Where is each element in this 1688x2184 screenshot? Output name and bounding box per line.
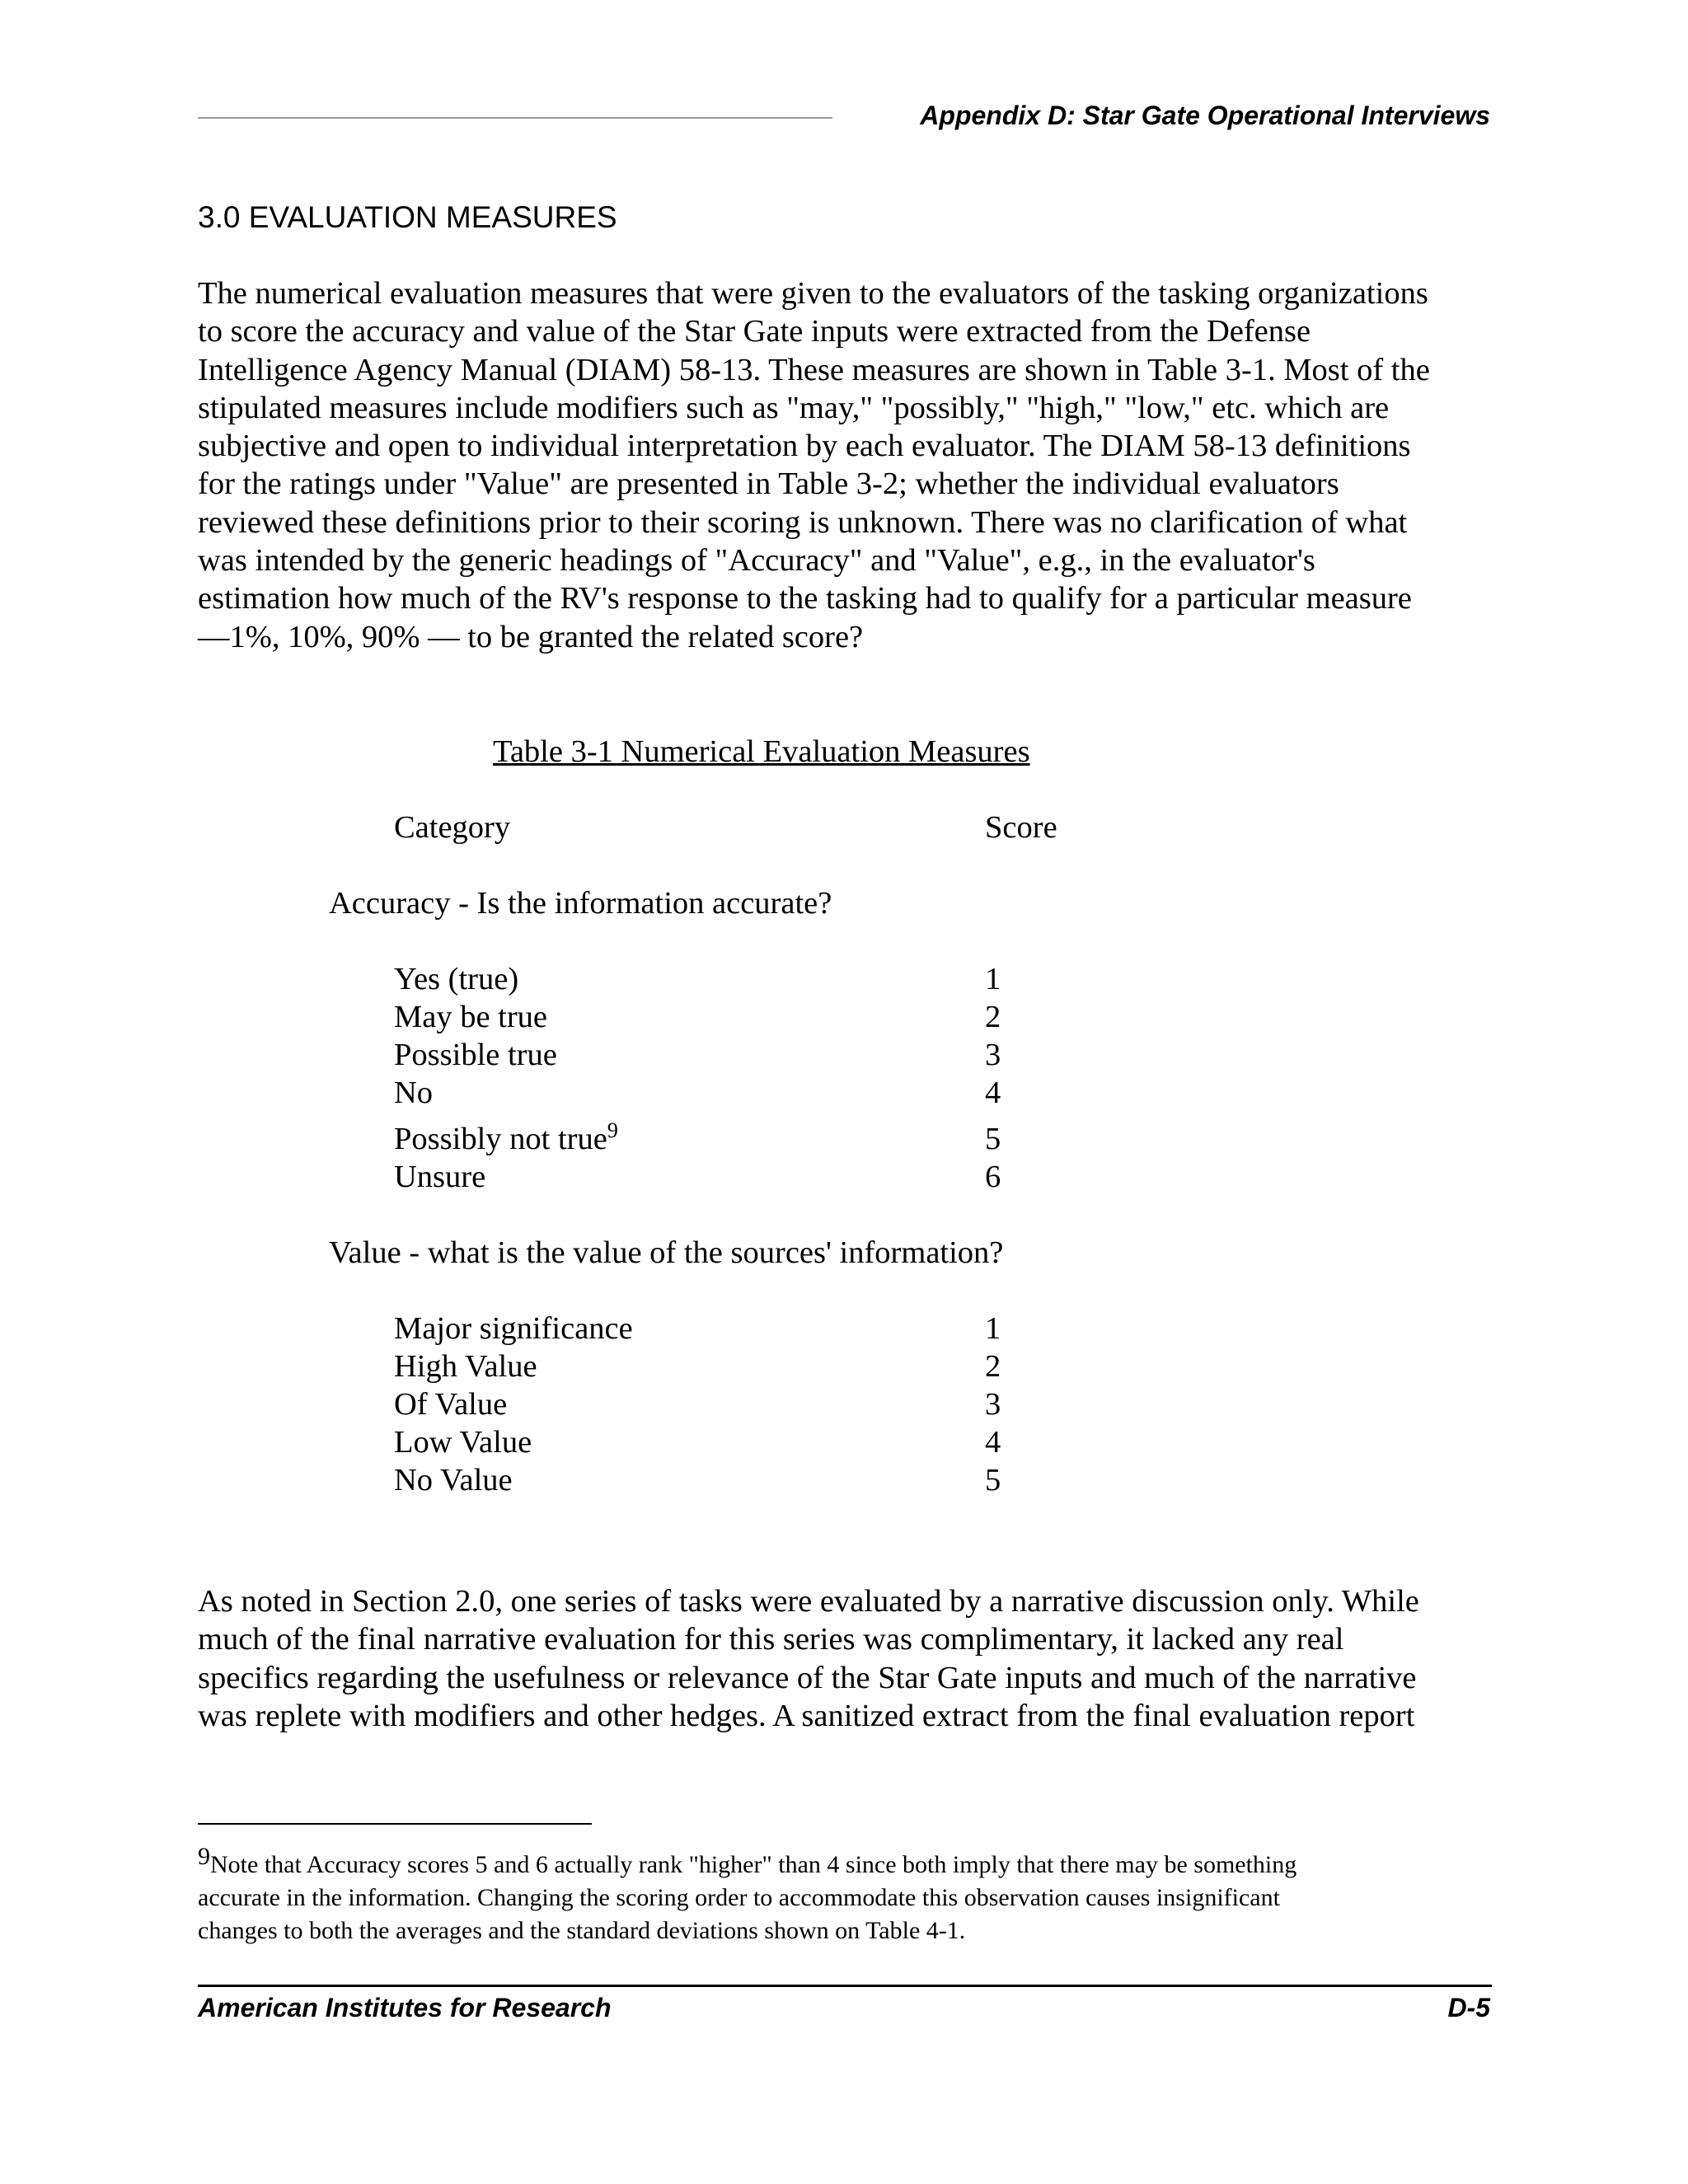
footnote-number: 9 bbox=[198, 1843, 210, 1870]
table-caption: Table 3-1 Numerical Evaluation Measures bbox=[493, 734, 1030, 769]
footnote bbox=[198, 1843, 1500, 1947]
value-row-score: 1 bbox=[985, 1311, 1001, 1346]
paragraph-line: As noted in Section 2.0, one series of tasks were evaluated by a narrative discussion only. While bbox=[198, 1584, 1419, 1619]
paragraph-line: Intelligence Agency Manual (DIAM) 58-13. These measures are shown in Table 3-1. Most of the bbox=[198, 352, 1430, 387]
value-row-score: 5 bbox=[985, 1463, 1001, 1497]
value-group-heading: Value - what is the value of the sources' information? bbox=[329, 1235, 1004, 1270]
section-heading: 3.0 EVALUATION MEASURES bbox=[198, 200, 617, 234]
column-header-category: Category bbox=[394, 810, 511, 845]
value-row-label: Low Value bbox=[394, 1425, 532, 1460]
paragraph-line: estimation how much of the RV's response to the tasking had to qualify for a particular measure bbox=[198, 581, 1412, 616]
paragraph-line: specifics regarding the usefulness or relevance of the Star Gate inputs and much of the narrative bbox=[198, 1660, 1417, 1695]
accuracy-group-heading: Accuracy - Is the information accurate? bbox=[329, 886, 832, 921]
paragraph-line: to score the accuracy and value of the Star Gate inputs were extracted from the Defense bbox=[198, 314, 1311, 349]
accuracy-row-label: May be true bbox=[394, 1000, 548, 1034]
footnote-text: Note that Accuracy scores 5 and 6 actually rank "higher" than 4 since both imply that there may be something bbox=[210, 1851, 1297, 1878]
header-rule bbox=[198, 117, 832, 119]
accuracy-row-score: 4 bbox=[985, 1076, 1001, 1110]
accuracy-row-score: 3 bbox=[985, 1038, 1001, 1072]
value-row-score: 3 bbox=[985, 1387, 1001, 1422]
accuracy-row-label-with-footnote bbox=[394, 1120, 618, 1161]
intro-paragraph bbox=[198, 274, 1500, 656]
accuracy-row-label: Unsure bbox=[394, 1160, 486, 1194]
footer-organization: American Institutes for Research bbox=[198, 1993, 612, 2022]
paragraph-line: stipulated measures include modifiers such as "may," "possibly," "high," "low," etc. which are bbox=[198, 390, 1390, 425]
narrative-paragraph bbox=[198, 1582, 1500, 1735]
footnote-line: accurate in the information. Changing the scoring order to accommodate this observation causes insignificant bbox=[198, 1884, 1280, 1911]
footnote-line bbox=[198, 1843, 1500, 1882]
accuracy-row-score: 1 bbox=[985, 962, 1001, 996]
paragraph-line: much of the final narrative evaluation for this series was complimentary, it lacked any real bbox=[198, 1622, 1344, 1657]
footnote-reference: 9 bbox=[607, 1118, 618, 1142]
value-row-score: 2 bbox=[985, 1349, 1001, 1384]
footnote-line: changes to both the averages and the standard deviations shown on Table 4-1. bbox=[198, 1917, 966, 1944]
accuracy-row-label: No bbox=[394, 1076, 434, 1110]
paragraph-line: was replete with modifiers and other hedges. A sanitized extract from the final evaluation report bbox=[198, 1698, 1415, 1733]
accuracy-row-label: Yes (true) bbox=[394, 962, 519, 996]
paragraph-line: The numerical evaluation measures that were given to the evaluators of the tasking organizations bbox=[198, 276, 1428, 311]
accuracy-row-score: 5 bbox=[985, 1122, 1001, 1156]
accuracy-row-score: 2 bbox=[985, 1000, 1001, 1034]
value-row-label: No Value bbox=[394, 1463, 513, 1497]
value-row-label: Of Value bbox=[394, 1387, 508, 1422]
paragraph-line: reviewed these definitions prior to their scoring is unknown. There was no clarification of what bbox=[198, 504, 1408, 540]
footer-rule bbox=[198, 1985, 1492, 1987]
value-row-score: 4 bbox=[985, 1425, 1001, 1460]
value-row-label: High Value bbox=[394, 1349, 537, 1384]
paragraph-line: —1%, 10%, 90% — to be granted the related score? bbox=[198, 619, 864, 654]
footer-page-number: D-5 bbox=[1447, 1993, 1490, 2022]
accuracy-row-label: Possible true bbox=[394, 1038, 557, 1072]
paragraph-line: was intended by the generic headings of "Accuracy" and "Value", e.g., in the evaluator's bbox=[198, 543, 1315, 579]
running-header-title: Appendix D: Star Gate Operational Interviews bbox=[920, 101, 1490, 130]
column-header-score: Score bbox=[985, 810, 1057, 845]
value-row-label: Major significance bbox=[394, 1311, 633, 1346]
paragraph-line: subjective and open to individual interpretation by each evaluator. The DIAM 58-13 definitions bbox=[198, 429, 1411, 464]
footnote-separator bbox=[198, 1823, 592, 1825]
paragraph-line: for the ratings under "Value" are presented in Table 3-2; whether the individual evaluators bbox=[198, 466, 1339, 502]
accuracy-row-score: 6 bbox=[985, 1160, 1001, 1194]
accuracy-row-label: Possibly not true bbox=[394, 1122, 607, 1156]
